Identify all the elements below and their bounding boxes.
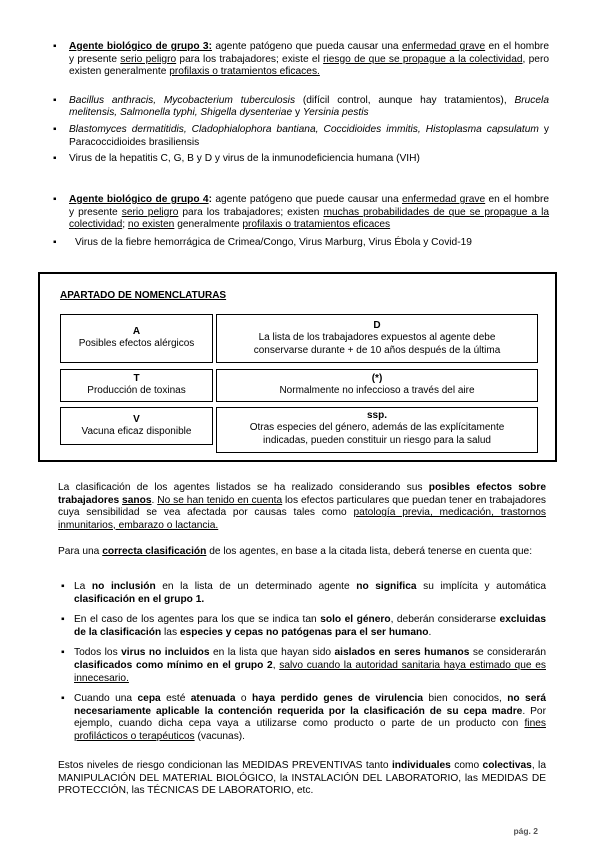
rule-bold: cepa bbox=[137, 693, 161, 705]
rule-underline: salvo cuando la autoridad sanitaria haya estimado que es innecesario. bbox=[74, 659, 546, 684]
rule-bold: atenuada bbox=[190, 693, 236, 705]
group4-spread: muchas probabilidades de que se propague a la colectividad bbox=[69, 206, 550, 231]
rule-text: esté bbox=[160, 693, 191, 705]
nomenclature-desc: Vacuna eficaz disponible bbox=[81, 426, 192, 438]
example-text: (difícil control, aunque hay tratamientos), bbox=[295, 94, 515, 106]
example-text: Virus de la fiebre hemorrágica de Crimea/Congo, Virus Marburg, Virus Ébola y Covid-19 bbox=[75, 236, 472, 248]
nomenclature-key: A bbox=[132, 326, 141, 337]
nomenclature-key: ssp. bbox=[366, 410, 387, 421]
group3-title: Agente biológico de grupo 3: bbox=[69, 41, 212, 52]
rule-bold: especies y cepas no patógenas para el ser humano bbox=[179, 626, 429, 638]
group4-definition bbox=[53, 194, 549, 232]
rule-text: bien conocidos, bbox=[423, 693, 508, 705]
group4-severity: enfermedad grave bbox=[401, 194, 486, 205]
group4-text: generalmente bbox=[174, 219, 243, 231]
nomenclature-cell-star bbox=[216, 369, 538, 402]
rule-text: Cuando una bbox=[74, 693, 138, 705]
group3-example-virus bbox=[53, 153, 549, 166]
group3-example-fungi bbox=[53, 124, 549, 149]
rule-bold: aislados en seres humanos bbox=[334, 647, 470, 659]
correct-classification-paragraph bbox=[58, 546, 546, 559]
rule-text: en la lista que hayan sido bbox=[209, 647, 335, 659]
nomenclature-key: D bbox=[373, 320, 381, 331]
rule-underline: fines profilácticos o terapéuticos bbox=[74, 718, 546, 742]
nomenclature-cell-t bbox=[60, 369, 213, 402]
paragraph-bold: individuales bbox=[391, 760, 451, 771]
nomenclature-cell-a bbox=[60, 314, 213, 363]
nomenclature-title: APARTADO DE NOMENCLATURAS bbox=[60, 290, 227, 301]
rule-item bbox=[58, 647, 546, 685]
group3-definition bbox=[53, 41, 549, 79]
paragraph-text: como bbox=[450, 760, 483, 771]
rule-text: su implícita y automática bbox=[416, 581, 546, 592]
group4-treatment: profilaxis o tratamientos eficaces bbox=[242, 219, 391, 231]
paragraph-text: , la MANIPULACIÓN DEL MATERIAL BIOLÓGICO, la INSTALACIÓN DEL LABORATORIO, las MEDIDAS DE PROTECCIÓN, las TÉCNICAS DE LABORATORIO, etc. bbox=[58, 760, 546, 797]
group4-example-virus bbox=[53, 237, 549, 250]
nomenclature-desc: La lista de los trabajadores expuestos al agente debe conservarse durante + de 10 años después de la última bbox=[253, 332, 501, 356]
nomenclature-key: (*) bbox=[371, 373, 383, 384]
rule-item bbox=[58, 614, 546, 639]
rule-text: en la lista de un determinado agente bbox=[155, 581, 357, 592]
group3-treatment: profilaxis o tratamientos eficaces. bbox=[169, 66, 320, 78]
nomenclature-key: T bbox=[133, 373, 140, 384]
group3-text: agente patógeno que pueda causar una bbox=[211, 41, 402, 52]
paragraph-bold: colectivas bbox=[482, 760, 532, 771]
group4-colon: : bbox=[208, 194, 212, 205]
paragraph-text: los efectos particulares que puedan tener en trabajadores cuya sensibilidad se vea afectada por causas tales como bbox=[58, 494, 546, 519]
nomenclature-desc: Posibles efectos alérgicos bbox=[78, 338, 195, 350]
rule-bold: no significa bbox=[356, 581, 417, 592]
rule-text: Todos los bbox=[74, 647, 122, 659]
group4-list bbox=[53, 194, 549, 249]
example-text: Blastomyces dermatitidis, Cladophialophora bantiana, Coccidioides immitis, Histoplasma capsulatum bbox=[69, 123, 539, 135]
nomenclature-cell-v bbox=[60, 407, 213, 445]
nomenclature-desc: Otras especies del género, además de las explícitamente indicadas, pueden constituir un riesgo para la salud bbox=[249, 422, 505, 446]
group3-text: , pero existen generalmente bbox=[69, 53, 549, 78]
paragraph-underline: No se han tenido en cuenta bbox=[157, 494, 283, 506]
rule-bold: haya perdido genes de virulencia bbox=[251, 693, 424, 705]
page-number: pág. 2 bbox=[513, 826, 538, 836]
rule-bold: solo el género bbox=[320, 614, 391, 626]
group3-example-bacteria bbox=[53, 95, 549, 120]
group4-text: en el hombre y presente bbox=[69, 194, 550, 218]
rule-bold: clasificación en el grupo 1. bbox=[74, 593, 205, 605]
nomenclature-cell-ssp bbox=[216, 407, 538, 453]
paragraph-text: . bbox=[151, 494, 158, 506]
nomenclature-key: V bbox=[133, 414, 140, 425]
paragraph-text: Estos niveles de riesgo condicionan las MEDIDAS PREVENTIVAS tanto bbox=[58, 760, 392, 771]
paragraph-bold-underline: correcta clasificación bbox=[102, 546, 207, 557]
group4-text: para los trabajadores; existen bbox=[178, 206, 324, 218]
paragraph-text: Para una bbox=[58, 546, 103, 557]
example-text: Bacillus anthracis, Mycobacterium tuberculosis bbox=[69, 94, 296, 106]
group4-danger: serio peligro bbox=[121, 206, 179, 218]
group3-list bbox=[53, 41, 549, 166]
rule-text: . Por ejemplo, cuando dicha cepa vaya a utilizarse como producto o parte de un producto con bbox=[74, 705, 546, 730]
rule-text: En el caso de los agentes para los que se indica tan bbox=[74, 614, 321, 626]
rule-item bbox=[58, 693, 546, 743]
rule-text: , bbox=[272, 659, 280, 671]
nomenclature-box bbox=[38, 272, 557, 462]
rule-text: las bbox=[161, 626, 180, 638]
rule-text: . bbox=[428, 626, 432, 638]
paragraph-text: La clasificación de los agentes listados se ha realizado considerando sus bbox=[58, 482, 429, 493]
group3-text: para los trabajadores; existe el bbox=[176, 53, 324, 65]
rule-bold: no inclusión bbox=[91, 581, 156, 592]
group3-danger: serio peligro bbox=[120, 53, 177, 65]
example-text: y bbox=[292, 107, 303, 119]
classification-rules-list bbox=[58, 581, 546, 752]
rule-bold: excluidas de la clasificación bbox=[74, 614, 546, 638]
nomenclature-desc: Normalmente no infeccioso a través del aire bbox=[279, 385, 475, 397]
rule-text: se considerarán bbox=[469, 647, 546, 659]
example-text: Brucela melitensis, Salmonella typhi, Shigella dysenteriae bbox=[69, 94, 549, 119]
paragraph-text: de los agentes, en base a la citada lista, deberá tenerse en cuenta que: bbox=[206, 546, 533, 557]
rule-bold: virus no incluidos bbox=[121, 647, 210, 659]
example-text: Virus de la hepatitis C, G, B y D y virus de la inmunodeficiencia humana (VIH) bbox=[69, 153, 420, 165]
rule-text: o bbox=[235, 693, 252, 705]
risk-levels-paragraph bbox=[58, 760, 546, 798]
nomenclature-cell-d bbox=[216, 314, 538, 363]
classification-paragraph bbox=[58, 482, 546, 532]
paragraph-underline: patología previa, medicación, trastornos inmunitarios, embarazo o lactancia. bbox=[58, 507, 546, 531]
group4-title: Agente biológico de grupo 4 bbox=[69, 194, 209, 205]
group3-spread: riesgo de que se propague a la colectividad bbox=[323, 53, 523, 65]
paragraph-bold-underline: sanos bbox=[122, 494, 152, 506]
group4-text: agente patógeno que puede causar una bbox=[212, 194, 402, 205]
rule-item bbox=[58, 581, 546, 606]
paragraph-bold: posibles efectos sobre trabajadores bbox=[58, 482, 546, 506]
rule-text: (vacunas). bbox=[194, 730, 246, 742]
rule-text: , deberán considerarse bbox=[390, 614, 500, 626]
example-text: Yersinia pestis bbox=[302, 107, 369, 119]
group3-severity: enfermedad grave bbox=[401, 41, 486, 52]
example-text: y Paracoccidioides brasiliensis bbox=[69, 123, 549, 148]
rule-bold: no será necesariamente aplicable la contención requerida por la clasificación de su cepa madre bbox=[74, 693, 546, 717]
rule-bold: clasificados como mínimo en el grupo 2 bbox=[74, 659, 273, 671]
group3-text: en el hombre y presente bbox=[69, 41, 549, 65]
rule-text: La bbox=[74, 581, 92, 592]
group4-text: ; bbox=[122, 219, 128, 231]
group4-no-treatment: no existen bbox=[127, 219, 175, 231]
nomenclature-desc: Producción de toxinas bbox=[87, 385, 186, 397]
